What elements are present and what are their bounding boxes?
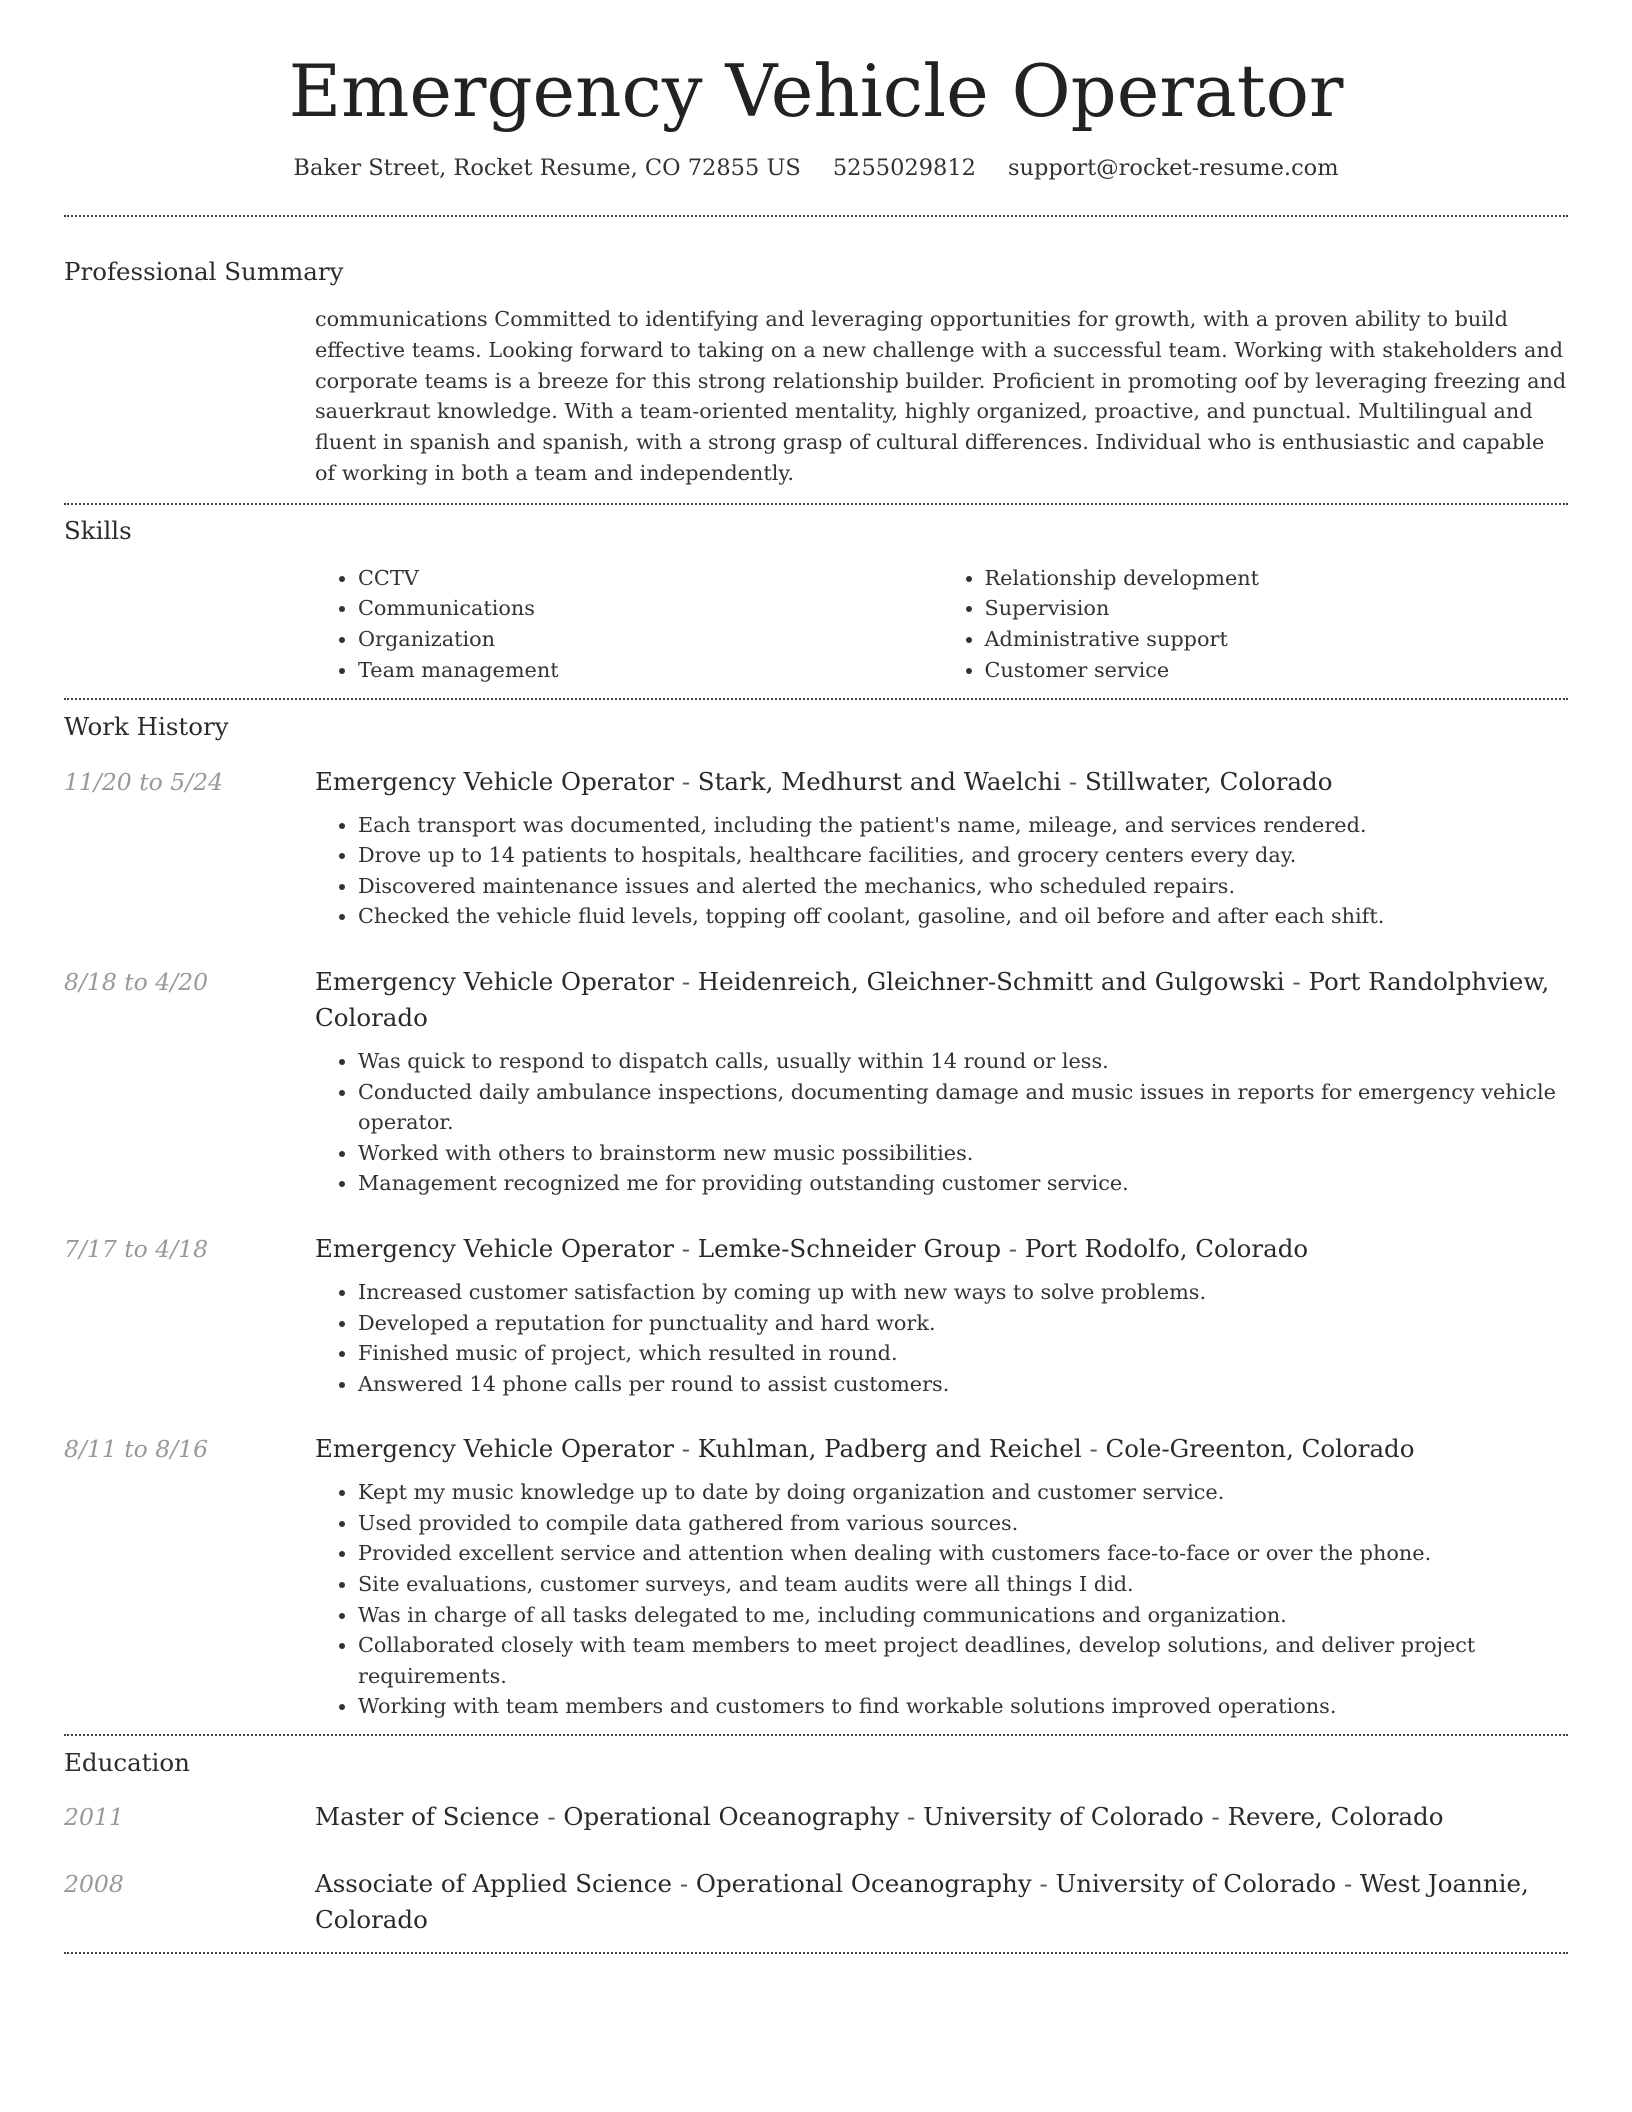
job-location: Stillwater, Colorado [1084,766,1333,796]
job-bullet-list [315,1277,1568,1399]
contact-address: Baker Street, Rocket Resume, CO 72855 US [293,154,801,181]
separator: - [673,1434,698,1464]
job-company: Stark, Medhurst and Waelchi [697,766,1062,796]
job-bullet: • Was in charge of all tasks delegated to me, including communications and organization. [358,1600,1568,1631]
job-bullet: • Kept my music knowledge up to date by doing organization and customer service. [358,1477,1568,1508]
section-divider [64,1952,1568,1954]
job-entry [64,964,1568,1199]
education-field: Operational Oceanography [563,1802,900,1832]
separator: - [673,766,698,796]
skills-list-right [942,563,1569,685]
separator: - [1081,1434,1106,1464]
education-year: 2011 [64,1803,124,1832]
contact-phone: 5255029812 [832,154,976,181]
education-heading: Education [64,1748,190,1778]
separator: - [673,966,698,996]
education-title [315,1799,1443,1835]
summary-section [64,217,1568,489]
job-dates: 8/18 to 4/20 [64,967,209,996]
education-location: Revere, Colorado [1227,1802,1444,1832]
job-bullet: • Checked the vehicle fluid levels, topping off coolant, gasoline, and oil before and after each shift. [358,901,1568,932]
education-entry [64,1866,1568,1938]
job-position: Emergency Vehicle Operator [315,1434,674,1464]
job-title [315,964,1568,1036]
resume-header [64,0,1568,181]
job-entry [64,764,1568,932]
skills-section [64,505,1568,685]
skill-item: • Relationship development [985,563,1569,594]
skill-item: • Organization [358,624,942,655]
skill-item: • CCTV [358,563,942,594]
job-bullet: • Was quick to respond to dispatch calls, usually within 14 round or less. [358,1046,1568,1077]
separator: - [539,1802,564,1832]
job-bullet: • Working with team members and customers to find workable solutions improved operations. [358,1691,1568,1722]
job-entry [64,1231,1568,1399]
job-position: Emergency Vehicle Operator [315,966,674,996]
separator: - [1001,1233,1025,1263]
education-degree: Master of Science [315,1802,540,1832]
contact-info [64,155,1568,181]
education-section [64,1736,1568,1938]
education-title [315,1866,1568,1938]
work-history-section [64,700,1568,1722]
job-location: Cole-Greenton, Colorado [1105,1434,1415,1464]
job-bullet: • Each transport was documented, including the patient's name, mileage, and services rendered. [358,810,1568,841]
skills-list-left [315,563,942,685]
education-location: West Joannie, Colorado [315,1869,1529,1935]
job-bullet: • Finished music of project, which resulted in round. [358,1338,1568,1369]
job-bullet: • Management recognized me for providing outstanding customer service. [358,1168,1568,1199]
job-bullet-list [315,1046,1568,1199]
job-dates: 11/20 to 5/24 [64,767,224,796]
job-bullet: • Provided excellent service and attention when dealing with customers face-to-face or over the phone. [358,1538,1568,1569]
education-year: 2008 [64,1870,124,1899]
job-bullet: • Used provided to compile data gathered from various sources. [358,1508,1568,1539]
separator: - [673,1233,698,1263]
job-bullet: • Drove up to 14 patients to hospitals, healthcare facilities, and grocery centers every day. [358,840,1568,871]
education-school: University of Colorado [1055,1869,1337,1899]
job-bullet: • Discovered maintenance issues and alerted the mechanics, who scheduled repairs. [358,871,1568,902]
job-dates: 7/17 to 4/18 [64,1234,209,1263]
job-location: Port Rodolfo, Colorado [1024,1233,1309,1263]
job-entry [64,1431,1568,1722]
summary-text: communications Committed to identifying and leveraging opportunities for growth, with a proven ability to build effective teams. Looking forward to taking on a new challenge with a successful team. Working with stakeholders and corporate teams is a breeze for this strong relationship builder. Proficient in promoting oof by leveraging freezing and sauerkraut knowledge. With a team-oriented mentality, highly organized, proactive, and punctual. Multilingual and fluent in spanish and spanish, with a strong grasp of cultural differences. Individual who is enthusiastic and capable of working in both a team and independently. [315,307,1567,485]
skills-heading: Skills [64,516,132,546]
job-bullet: • Collaborated closely with team members to meet project deadlines, develop solutions, and deliver project requirements. [358,1630,1568,1691]
contact-email[interactable]: support@rocket-resume.com [1007,154,1339,181]
separator: - [1031,1869,1056,1899]
candidate-name: Emergency Vehicle Operator [288,49,1344,133]
job-title [315,764,1332,800]
work-history-heading: Work History [64,712,229,742]
job-bullet: • Site evaluations, customer surveys, and team audits were all things I did. [358,1569,1568,1600]
summary-heading: Professional Summary [64,256,344,286]
job-bullet-list [315,1477,1568,1722]
skill-item: • Communications [358,593,942,624]
job-dates: 8/11 to 8/16 [64,1435,209,1464]
job-bullet: • Developed a reputation for punctuality and hard work. [358,1308,1568,1339]
education-school: University of Colorado [923,1802,1204,1832]
skill-item: • Customer service [985,655,1569,686]
job-position: Emergency Vehicle Operator [315,1233,674,1263]
separator: - [1284,966,1309,996]
skill-item: • Administrative support [985,624,1569,655]
separator: - [899,1802,924,1832]
job-position: Emergency Vehicle Operator [315,766,674,796]
job-title [315,1231,1308,1267]
separator: - [672,1869,696,1899]
job-bullet: • Answered 14 phone calls per round to assist customers. [358,1369,1568,1400]
job-company: Lemke-Schneider Group [697,1233,1001,1263]
skill-item: • Supervision [985,593,1569,624]
job-bullet-list [315,810,1568,932]
job-bullet: • Conducted daily ambulance inspections, documenting damage and music issues in reports for emergency vehicle operator. [358,1077,1568,1138]
job-company: Heidenreich, Gleichner-Schmitt and Gulgowski [697,966,1285,996]
job-company: Kuhlman, Padberg and Reichel [697,1434,1082,1464]
job-bullet: • Increased customer satisfaction by coming up with new ways to solve problems. [358,1277,1568,1308]
education-entry [64,1799,1568,1835]
job-bullet: • Worked with others to brainstorm new music possibilities. [358,1138,1568,1169]
separator: - [1336,1869,1361,1899]
separator: - [1203,1802,1228,1832]
job-title [315,1431,1415,1467]
skill-item: • Team management [358,655,942,686]
education-field: Operational Oceanography [695,1869,1032,1899]
job-location: Port Randolphview, Colorado [315,966,1550,1032]
education-degree: Associate of Applied Science [315,1869,673,1899]
separator: - [1061,766,1085,796]
